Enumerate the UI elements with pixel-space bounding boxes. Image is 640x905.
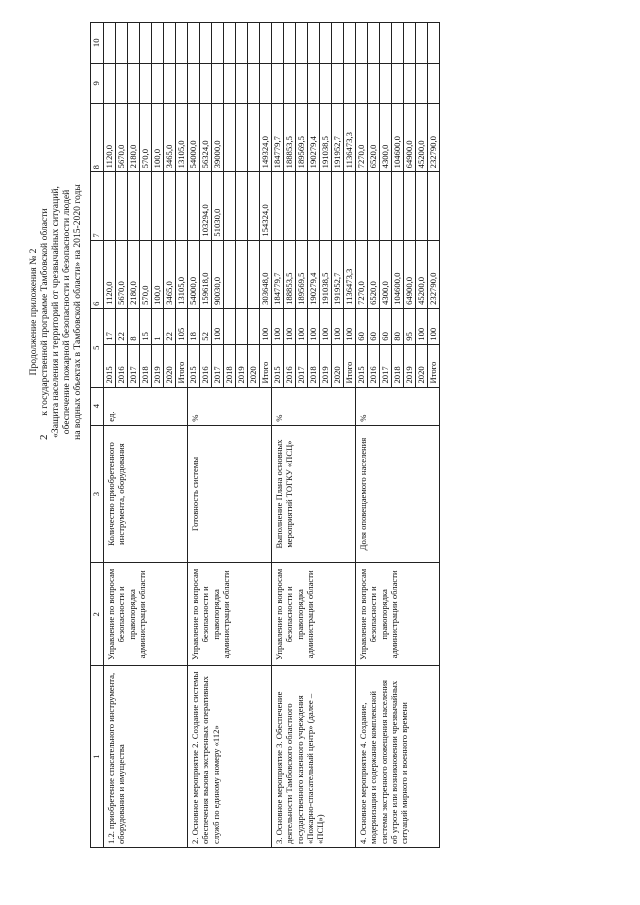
total-funding-cell: 159618,0 (200, 240, 212, 308)
federal-funding-cell (368, 172, 380, 240)
total-funding-cell: 1120,0 (104, 240, 116, 308)
column-number: 5 (91, 308, 104, 387)
indicator-cell: Доля оповещаемого населения (356, 425, 440, 563)
table-row (188, 23, 200, 848)
total-funding-cell: 3465,0 (164, 240, 176, 308)
regional-funding-cell: 232790,0 (428, 104, 440, 172)
empty-cell (104, 23, 116, 64)
year-cell: 2015 (104, 344, 116, 387)
rotated-sheet (20, 18, 580, 878)
regional-funding-cell: 570,0 (140, 104, 152, 172)
federal-funding-cell (236, 172, 248, 240)
total-funding-cell: 100,0 (152, 240, 164, 308)
empty-cell (284, 23, 296, 64)
empty-cell (188, 63, 200, 103)
federal-funding-cell: 103294,0 (200, 172, 212, 240)
unit-cell: % (272, 387, 356, 425)
empty-cell (260, 23, 272, 64)
empty-cell (128, 63, 140, 103)
regional-funding-cell (224, 104, 236, 172)
federal-funding-cell (404, 172, 416, 240)
total-funding-cell: 188853,5 (284, 240, 296, 308)
indicator-value-cell: 1 (152, 308, 164, 344)
empty-cell (296, 23, 308, 64)
total-funding-cell: 184779,7 (272, 240, 284, 308)
year-cell: 2015 (272, 344, 284, 387)
regional-funding-cell: 64900,0 (404, 104, 416, 172)
column-number: 4 (91, 387, 104, 425)
indicator-value-cell: 105 (176, 308, 188, 344)
federal-funding-cell (320, 172, 332, 240)
indicator-value-cell: 100 (308, 308, 320, 344)
indicator-cell: Выполнение Плана основных мероприятий ТОГКУ «ПСЦ» (272, 425, 356, 563)
total-funding-cell: 2180,0 (128, 240, 140, 308)
indicator-value-cell: 100 (320, 308, 332, 344)
regional-funding-cell: 56324,0 (200, 104, 212, 172)
federal-funding-cell (248, 172, 260, 240)
federal-funding-cell (116, 172, 128, 240)
regional-funding-cell (248, 104, 260, 172)
empty-cell (344, 23, 356, 64)
empty-cell (380, 23, 392, 64)
indicator-value-cell: 100 (332, 308, 344, 344)
column-number: 6 (91, 240, 104, 308)
unit-cell: % (356, 387, 440, 425)
empty-cell (200, 63, 212, 103)
total-funding-cell: 104600,0 (392, 240, 404, 308)
total-funding-cell (236, 240, 248, 308)
indicator-value-cell: 17 (104, 308, 116, 344)
empty-cell (236, 63, 248, 103)
indicator-value-cell: 100 (212, 308, 224, 344)
empty-cell (308, 23, 320, 64)
executor-cell: Управление по вопросам безопасности и правопорядка администрации области (356, 563, 440, 666)
empty-cell (308, 63, 320, 103)
indicator-value-cell: 52 (200, 308, 212, 344)
empty-cell (260, 63, 272, 103)
table-row (272, 23, 284, 848)
year-cell: 2016 (284, 344, 296, 387)
total-funding-cell: 54000,0 (188, 240, 200, 308)
regional-funding-cell: 188853,5 (284, 104, 296, 172)
empty-cell (116, 23, 128, 64)
indicator-value-cell (224, 308, 236, 344)
empty-cell (392, 63, 404, 103)
regional-funding-cell: 1136473,3 (344, 104, 356, 172)
indicator-value-cell: 100 (284, 308, 296, 344)
empty-cell (212, 63, 224, 103)
regional-funding-cell: 7270,0 (356, 104, 368, 172)
appendix-header (28, 32, 83, 592)
empty-cell (344, 63, 356, 103)
table-row (356, 23, 368, 848)
indicator-cell: Готовность системы (188, 425, 272, 563)
regional-funding-cell: 4300,0 (380, 104, 392, 172)
empty-cell (116, 63, 128, 103)
empty-cell (152, 23, 164, 64)
header-line: Продолжение приложения № 2 (28, 248, 39, 376)
total-funding-cell: 191952,7 (332, 240, 344, 308)
total-funding-cell: 7270,0 (356, 240, 368, 308)
empty-cell (380, 63, 392, 103)
empty-cell (332, 23, 344, 64)
federal-funding-cell (272, 172, 284, 240)
federal-funding-cell (344, 172, 356, 240)
federal-funding-cell (140, 172, 152, 240)
year-cell: 2020 (416, 344, 428, 387)
indicator-cell: Количество приобретенного инструмента, оборудования (104, 425, 188, 563)
indicator-value-cell: 100 (260, 308, 272, 344)
header-line: на водных объектах в Тамбовской области» на 2015-2020 годы (72, 184, 84, 440)
year-cell: 2017 (212, 344, 224, 387)
total-funding-cell: 64900,0 (404, 240, 416, 308)
empty-cell (176, 23, 188, 64)
year-cell: 2020 (164, 344, 176, 387)
empty-cell (416, 63, 428, 103)
table-row (104, 23, 116, 848)
federal-funding-cell (296, 172, 308, 240)
event-cell: 4. Основное мероприятие 4. Создание, модернизация и содержание комплексной системы экстренного оповещения населения об угрозе или возникновении чрезвычайных ситуаций мирного и военного времени (356, 666, 440, 848)
column-number: 10 (91, 23, 104, 64)
federal-funding-cell (176, 172, 188, 240)
year-cell: 2019 (152, 344, 164, 387)
federal-funding-cell (128, 172, 140, 240)
empty-cell (104, 63, 116, 103)
total-funding-cell: 303648,0 (260, 240, 272, 308)
year-cell: 2017 (296, 344, 308, 387)
empty-cell (140, 23, 152, 64)
year-cell: 2018 (308, 344, 320, 387)
year-cell: Итого (176, 344, 188, 387)
year-cell: 2017 (128, 344, 140, 387)
empty-cell (356, 23, 368, 64)
empty-cell (152, 63, 164, 103)
empty-cell (200, 23, 212, 64)
executor-cell: Управление по вопросам безопасности и правопорядка администрации области (104, 563, 188, 666)
year-cell: 2016 (116, 344, 128, 387)
empty-cell (320, 23, 332, 64)
empty-cell (368, 23, 380, 64)
column-number: 2 (91, 563, 104, 666)
column-number: 8 (91, 104, 104, 172)
empty-cell (404, 23, 416, 64)
unit-cell: % (188, 387, 272, 425)
year-cell: 2018 (224, 344, 236, 387)
total-funding-cell: 190279,4 (308, 240, 320, 308)
empty-cell (428, 63, 440, 103)
year-cell: 2017 (380, 344, 392, 387)
indicator-value-cell: 80 (392, 308, 404, 344)
indicator-value-cell: 100 (428, 308, 440, 344)
total-funding-cell: 189569,5 (296, 240, 308, 308)
year-cell: 2018 (140, 344, 152, 387)
federal-funding-cell (284, 172, 296, 240)
year-cell: 2020 (332, 344, 344, 387)
federal-funding-cell (416, 172, 428, 240)
executor-cell: Управление по вопросам безопасности и правопорядка администрации области (188, 563, 272, 666)
header-line: к государственной программе Тамбовской области (39, 208, 51, 416)
empty-cell (296, 63, 308, 103)
empty-cell (368, 63, 380, 103)
executor-cell: Управление по вопросам безопасности и правопорядка администрации области (272, 563, 356, 666)
empty-cell (272, 23, 284, 64)
indicator-value-cell (248, 308, 260, 344)
federal-funding-cell (332, 172, 344, 240)
indicator-value-cell: 15 (140, 308, 152, 344)
empty-cell (164, 63, 176, 103)
regional-funding-cell: 104600,0 (392, 104, 404, 172)
regional-funding-cell: 189569,5 (296, 104, 308, 172)
total-funding-cell: 232790,0 (428, 240, 440, 308)
empty-cell (164, 23, 176, 64)
column-number-row (91, 23, 104, 848)
empty-cell (248, 23, 260, 64)
header-line: обеспечение пожарной безопасности и безопасности людей (61, 189, 73, 435)
event-cell: 3. Основное мероприятие 3. Обеспечение деятельности Тамбовского областного государственного казенного учреждения «Пожарно-спасательный центр» (далее – «ПСЦ») (272, 666, 356, 848)
regional-funding-cell: 100,0 (152, 104, 164, 172)
federal-funding-cell: 51030,0 (212, 172, 224, 240)
year-cell: 2016 (368, 344, 380, 387)
empty-cell (236, 23, 248, 64)
federal-funding-cell (428, 172, 440, 240)
indicator-value-cell: 18 (188, 308, 200, 344)
indicator-value-cell: 8 (128, 308, 140, 344)
year-cell: 2018 (392, 344, 404, 387)
federal-funding-cell (356, 172, 368, 240)
empty-cell (320, 63, 332, 103)
regional-funding-cell: 3465,0 (164, 104, 176, 172)
total-funding-cell: 45200,0 (416, 240, 428, 308)
federal-funding-cell (224, 172, 236, 240)
regional-funding-cell: 2180,0 (128, 104, 140, 172)
empty-cell (332, 63, 344, 103)
federal-funding-cell (392, 172, 404, 240)
indicator-value-cell: 60 (380, 308, 392, 344)
total-funding-cell (224, 240, 236, 308)
empty-cell (416, 23, 428, 64)
regional-funding-cell: 5670,0 (116, 104, 128, 172)
indicator-value-cell: 22 (164, 308, 176, 344)
regional-funding-cell (236, 104, 248, 172)
year-cell: 2019 (404, 344, 416, 387)
total-funding-cell (248, 240, 260, 308)
indicator-value-cell: 60 (356, 308, 368, 344)
empty-cell (128, 23, 140, 64)
indicator-value-cell: 100 (296, 308, 308, 344)
indicator-value-cell: 95 (404, 308, 416, 344)
total-funding-cell: 1136473,3 (344, 240, 356, 308)
total-funding-cell: 4300,0 (380, 240, 392, 308)
regional-funding-cell: 13105,0 (176, 104, 188, 172)
total-funding-cell: 13105,0 (176, 240, 188, 308)
regional-funding-cell: 45200,0 (416, 104, 428, 172)
indicator-value-cell (236, 308, 248, 344)
federal-funding-cell: 154324,0 (260, 172, 272, 240)
header-line: «Защита населения и территорий от чрезвычайных ситуаций, (50, 186, 62, 438)
column-number: 3 (91, 425, 104, 563)
regional-funding-cell: 6520,0 (368, 104, 380, 172)
column-number: 9 (91, 63, 104, 103)
empty-cell (224, 23, 236, 64)
program-table (90, 22, 440, 848)
unit-cell: ед. (104, 387, 188, 425)
regional-funding-cell: 191038,5 (320, 104, 332, 172)
total-funding-cell: 5670,0 (116, 240, 128, 308)
page-number: 2 (38, 434, 50, 440)
empty-cell (392, 23, 404, 64)
total-funding-cell: 90030,0 (212, 240, 224, 308)
year-cell: 2015 (356, 344, 368, 387)
year-cell: Итого (344, 344, 356, 387)
year-cell: 2019 (320, 344, 332, 387)
empty-cell (404, 63, 416, 103)
year-cell: Итого (260, 344, 272, 387)
total-funding-cell: 570,0 (140, 240, 152, 308)
column-number: 7 (91, 172, 104, 240)
indicator-value-cell: 60 (368, 308, 380, 344)
year-cell: 2020 (248, 344, 260, 387)
empty-cell (248, 63, 260, 103)
column-number: 1 (91, 666, 104, 848)
regional-funding-cell: 191952,7 (332, 104, 344, 172)
year-cell: 2016 (200, 344, 212, 387)
federal-funding-cell (308, 172, 320, 240)
regional-funding-cell: 184779,7 (272, 104, 284, 172)
federal-funding-cell (164, 172, 176, 240)
indicator-value-cell: 100 (344, 308, 356, 344)
empty-cell (428, 23, 440, 64)
empty-cell (176, 63, 188, 103)
regional-funding-cell: 149324,0 (260, 104, 272, 172)
federal-funding-cell (104, 172, 116, 240)
empty-cell (356, 63, 368, 103)
federal-funding-cell (380, 172, 392, 240)
regional-funding-cell: 54000,0 (188, 104, 200, 172)
federal-funding-cell (152, 172, 164, 240)
regional-funding-cell: 190279,4 (308, 104, 320, 172)
event-cell: 2. Основное мероприятие 2. Создание системы обеспечения вызова экстренных оперативных служб по единому номеру «112» (188, 666, 272, 848)
empty-cell (272, 63, 284, 103)
empty-cell (140, 63, 152, 103)
table-body (104, 23, 440, 848)
year-cell: Итого (428, 344, 440, 387)
year-cell: 2019 (236, 344, 248, 387)
year-cell: 2015 (188, 344, 200, 387)
regional-funding-cell: 39000,0 (212, 104, 224, 172)
federal-funding-cell (188, 172, 200, 240)
empty-cell (224, 63, 236, 103)
indicator-value-cell: 22 (116, 308, 128, 344)
empty-cell (284, 63, 296, 103)
event-cell: 1.2. приобретение спасательного инструмента, оборудования и имущества (104, 666, 188, 848)
empty-cell (188, 23, 200, 64)
total-funding-cell: 6520,0 (368, 240, 380, 308)
indicator-value-cell: 100 (416, 308, 428, 344)
indicator-value-cell: 100 (272, 308, 284, 344)
total-funding-cell: 191038,5 (320, 240, 332, 308)
empty-cell (212, 23, 224, 64)
regional-funding-cell: 1120,0 (104, 104, 116, 172)
